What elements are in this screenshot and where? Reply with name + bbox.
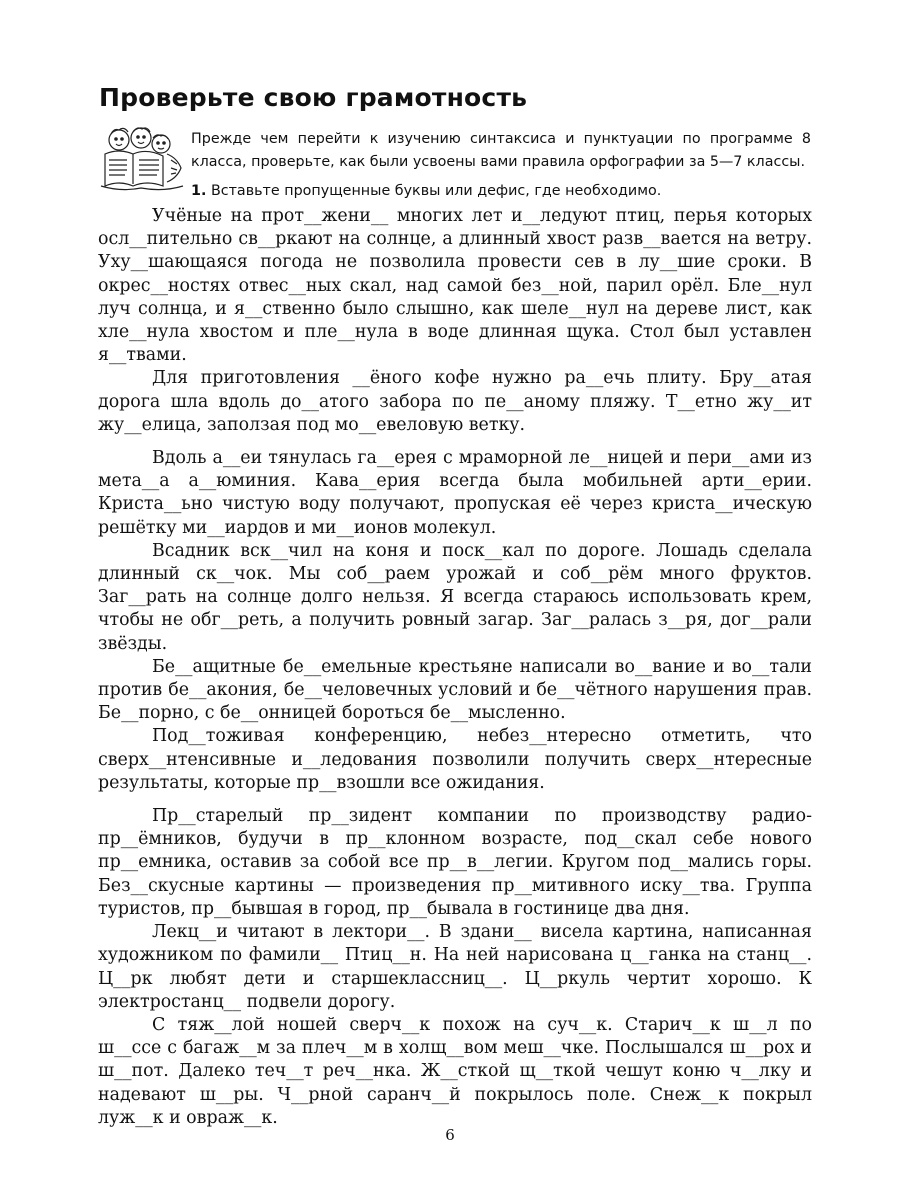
exercise-paragraph: Вдоль а__еи тянулась га__ерея с мраморной ле__ницей и пери__ами из мета__а а__юминия. Кава__ерия всегда была мобильней арти__ерии. Криста__ьно чистую воду получают, пропуская её через криста__ическую решётку ми__иардов и ми__ионов молекул.: [98, 448, 812, 538]
task-text: Вставьте пропущенные буквы или дефис, где необходимо.: [210, 183, 662, 199]
kids-reading-illustration: [97, 124, 187, 194]
page-title: Проверьте свою грамотность: [99, 83, 528, 112]
exercise-paragraph: Всадник вск__чил на коня и поск__кал по дороге. Лошадь сделала длинный ск__чок. Мы соб__раем урожай и соб__рём много фруктов. Заг__рать на солнце долго нельзя. Я всегда стараюсь использовать крем, чтобы не обг__реть, а получить ровный загар. Заг__ралась з__ря, дог__рали звёзды.: [98, 540, 812, 654]
exercise-paragraph: Под__тоживая конференцию, небез__нтересно отметить, что сверх__нтенсивные и__ледования позволили получить сверх__нтересные результаты, которые пр__взошли все ожидания.: [98, 726, 812, 793]
task-number: 1.: [191, 183, 207, 199]
exercise-paragraph: Бе__ащитные бе__емельные крестьяне написали во__вание и во__тали против бе__акония, бе__человечных условий и бе__чётного нарушения прав. Бе__порно, с бе__онницей бороться бе__мысленно.: [98, 656, 812, 724]
intro-text: [191, 128, 811, 173]
exercise-paragraph: Лекц__и читают в лектори__. В здани__ висела картина, написанная художником по фамили__ Птиц__н. На ней нарисована ц__ганка на станц__. Ц__рк любят дети и старшеклассниц__. Ц__ркуль чертит хорошо. К электростанц__ подвели дорогу.: [98, 922, 812, 1012]
intro-paragraph: Прежде чем перейти к изучению синтаксиса и пунктуации по программе 8 класса, проверьте, как были усвоены вами правила орфографии за 5—7 классы.: [191, 131, 811, 170]
page-number: 6: [445, 1126, 455, 1144]
exercise-paragraph: Учёные на прот__жени__ многих лет и__ледуют птиц, перья которых осл__пительно св__ркают на солнце, а длинный хвост разв__вается на ветру. Уху__шающаяся погода не позволила провести сев в лу__шие сроки. В окрес__ностях отвес__ных скал, над самой без__ной, парил орёл. Бле__нул луч солнца, и я__ственно было слышно, как шеле__нул на дереве лист, как хле__нула хвостом и пле__нула в воде длинная щука. Стол был уставлен я__твами.: [98, 206, 812, 366]
exercise-paragraph: Пр__старелый пр__зидент компании по производству радиопр__ёмников, будучи в пр__клонном возрасте, под__скал себе нового пр__емника, оставив за собой все пр__в__легии. Кругом под__мались горы. Без__скусные картины — произведения пр__митивного иску__тва. Группа туристов, пр__бывшая в город, пр__бывала в гостинице два дня.: [98, 806, 812, 919]
exercise-text: [98, 205, 812, 1130]
exercise-paragraph: Для приготовления __ёного кофе нужно ра__ечь плиту. Бру__атая дорога шла вдоль до__атого забора по пе__аному пляжу. Т__етно жу__ит жу__елица, заползая под мо__евеловую ветку.: [98, 368, 812, 435]
exercise-paragraph: С тяж__лой ношей сверч__к похож на суч__к. Старич__к ш__л по ш__ссе с багаж__м за плеч__м в холщ__вом меш__чке. Послышался ш__рох и ш__пот. Далеко теч__т реч__нка. Ж__сткой щ__ткой чешут коню ч__лку и надевают ш__ры. Ч__рной саранч__й покрылось поле. Снеж__к покрыл луж__к и овраж__к.: [98, 1014, 812, 1128]
task-heading: [191, 180, 811, 202]
